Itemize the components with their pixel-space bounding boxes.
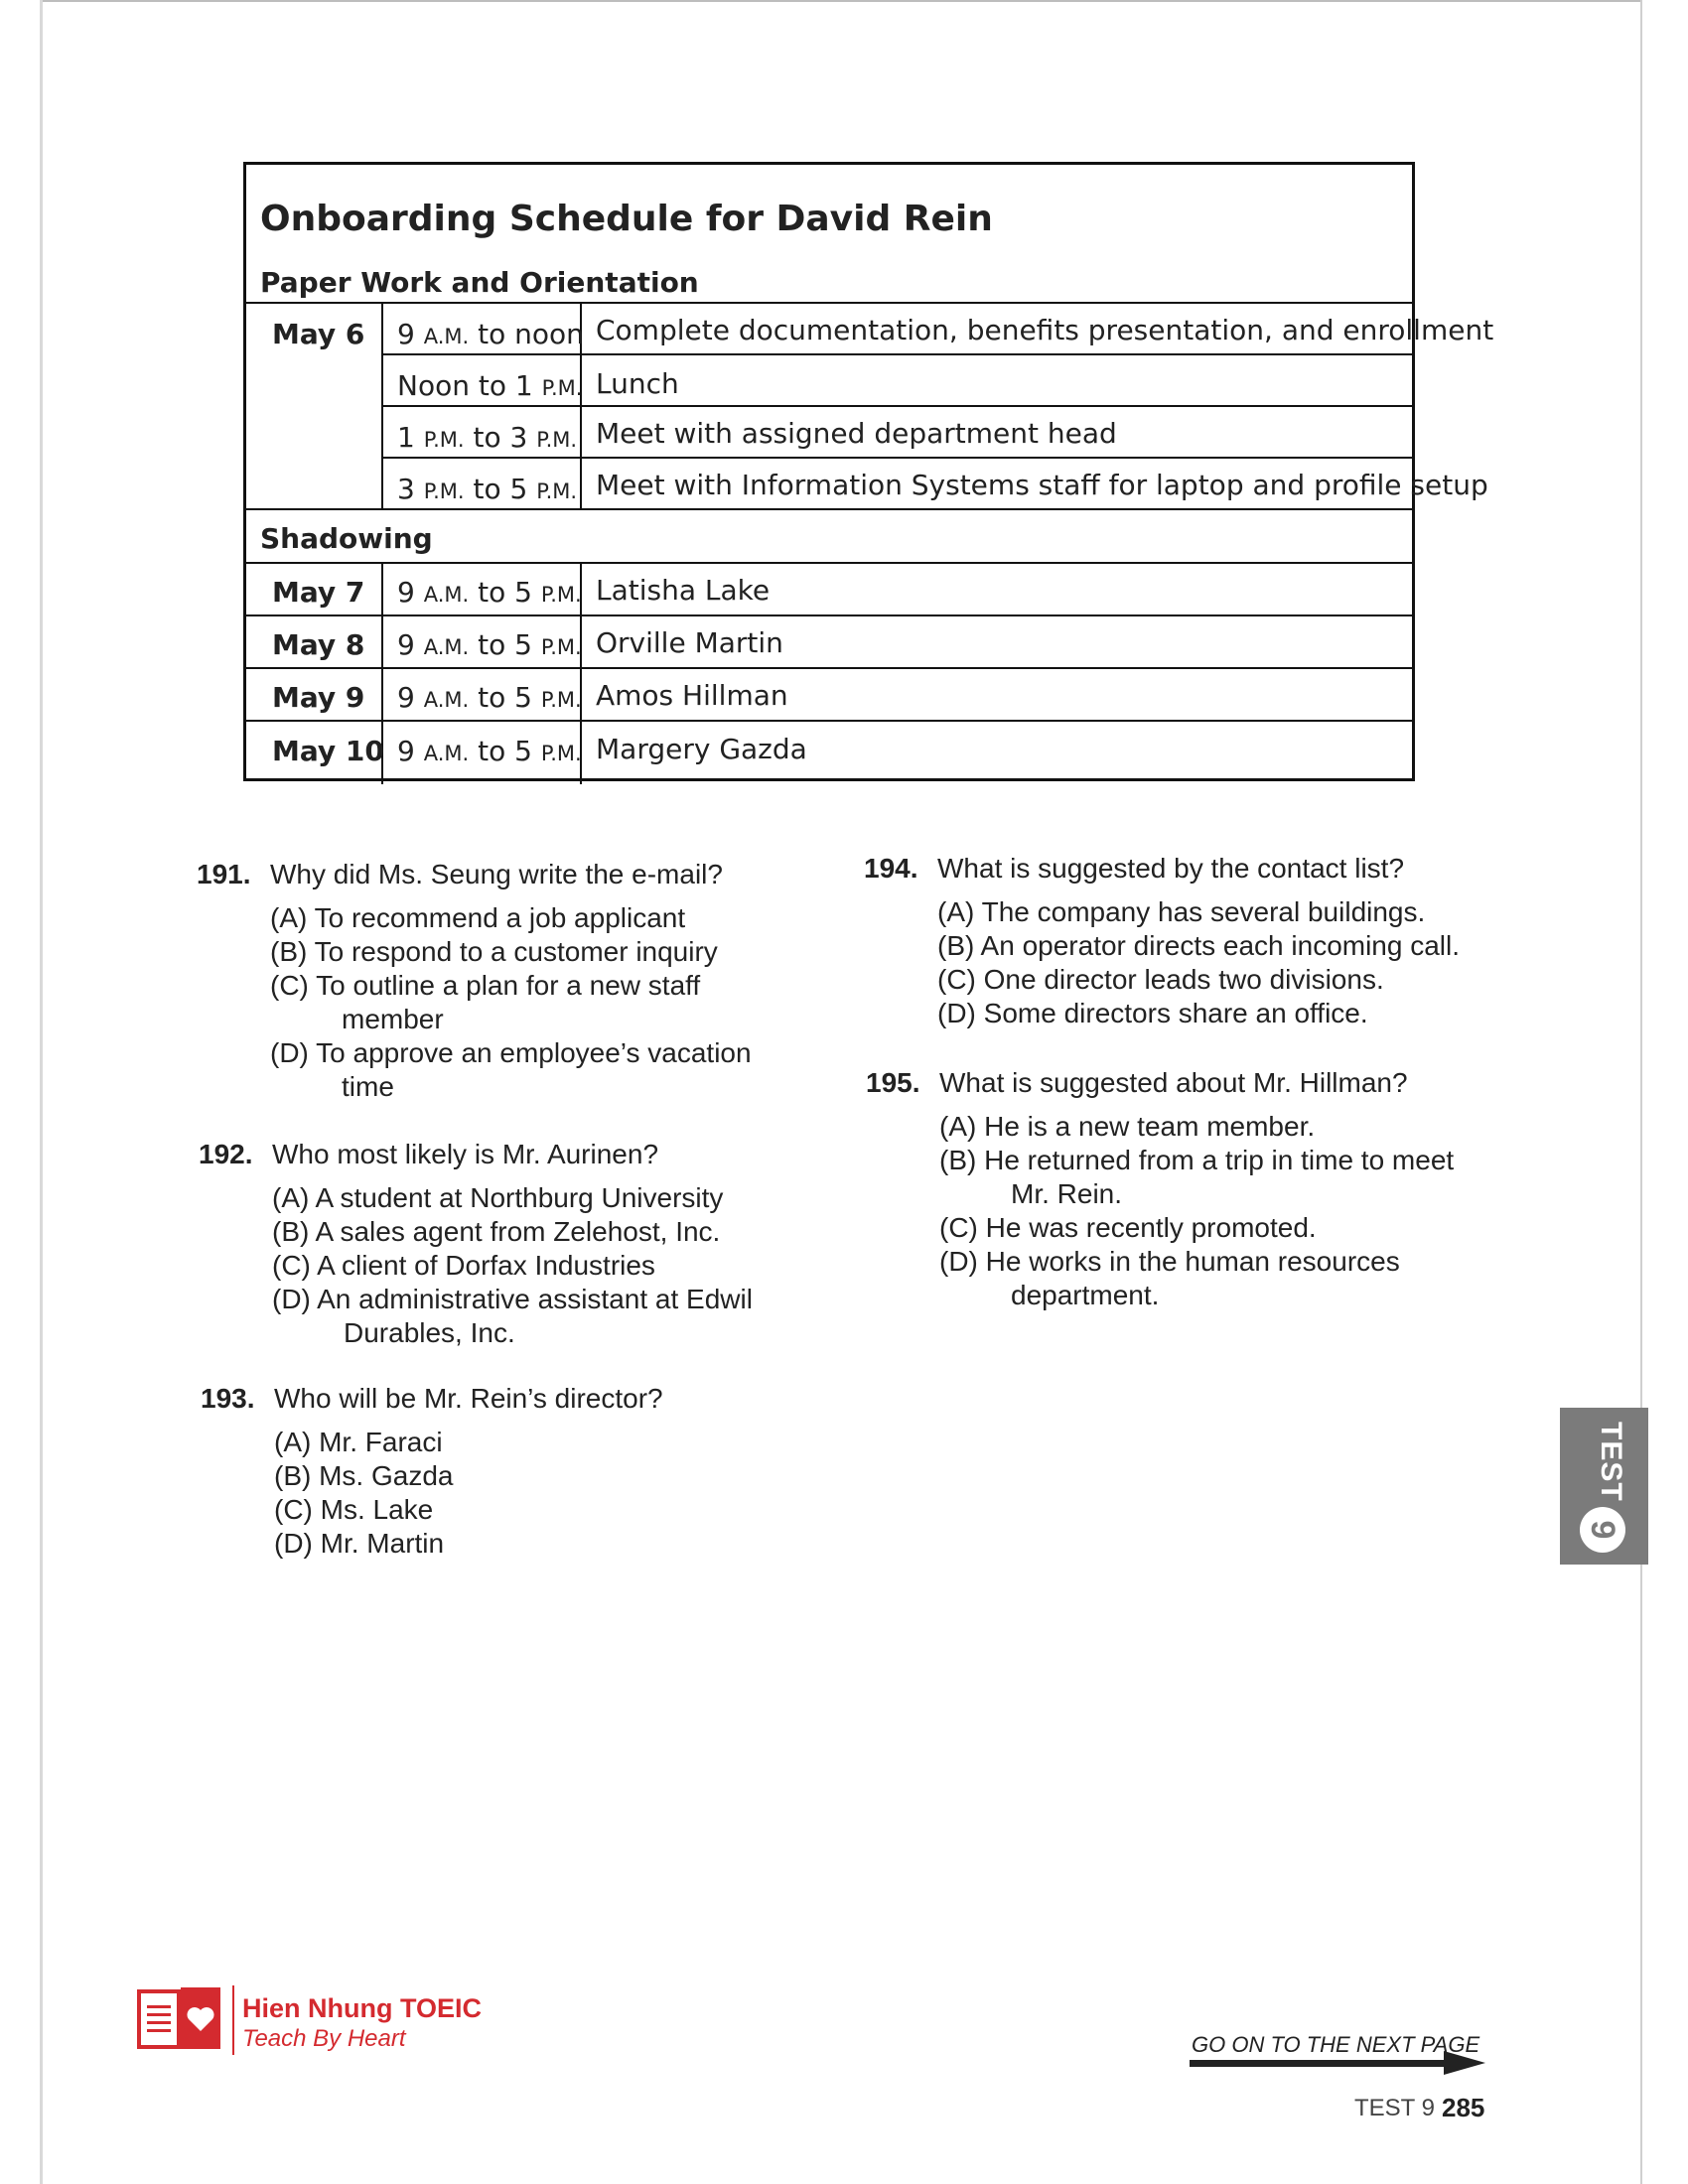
option-b[interactable]: (B) To respond to a customer inquiry [270,936,718,967]
option-a[interactable]: (A) Mr. Faraci [274,1427,443,1457]
option-a[interactable]: (A) He is a new team member. [939,1111,1316,1142]
page-edge-top [40,0,1642,2]
page-edge-left [40,0,43,2184]
option-a[interactable]: (A) The company has several buildings. [937,896,1426,927]
option-d-continued: department. [1011,1280,1160,1310]
question-stem: Why did Ms. Seung write the e-mail? [270,859,723,889]
option-d[interactable]: (D) To approve an employee’s vacation [270,1037,752,1068]
option-c[interactable]: (C) Ms. Lake [274,1494,434,1525]
onboarding-schedule-table [243,162,1494,781]
logo-divider [232,1985,234,2055]
question-stem: What is suggested about Mr. Hillman? [939,1067,1408,1098]
time-cell: 3 P.M. to 5 P.M. [397,473,578,505]
time-cell: 9 A.M. to 5 P.M. [397,735,582,767]
option-d[interactable]: (D) He works in the human resources [939,1246,1400,1277]
question-number: 192. [199,1139,253,1169]
brand-name: Hien Nhung TOEIC [242,1993,482,2023]
section-paper-work: Paper Work and Orientation [260,266,699,299]
option-d-continued: time [342,1071,394,1102]
person-cell: Margery Gazda [596,733,807,765]
option-d[interactable]: (D) An administrative assistant at Edwil [272,1284,753,1314]
date-cell: May 10 [272,735,384,767]
question-stem: Who will be Mr. Rein’s director? [274,1383,663,1414]
option-a[interactable]: (A) A student at Northburg University [272,1182,724,1213]
person-cell: Amos Hillman [596,679,788,712]
date-cell: May 9 [272,681,365,714]
question-number: 193. [201,1383,255,1414]
page-number: 285 [1442,2093,1485,2122]
brand-tagline: Teach By Heart [242,2025,406,2052]
person-cell: Orville Martin [596,626,783,659]
activity-cell: Meet with Information Systems staff for laptop and profile setup [596,469,1488,501]
option-b[interactable]: (B) He returned from a trip in time to meet [939,1145,1455,1175]
section-shadowing: Shadowing [260,522,433,555]
activity-cell: Lunch [596,367,679,400]
option-b[interactable]: (B) An operator directs each incoming call. [937,930,1461,961]
option-d[interactable]: (D) Some directors share an office. [937,998,1368,1028]
date-cell: May 8 [272,628,365,661]
person-cell: Latisha Lake [596,574,771,607]
option-d-continued: Durables, Inc. [344,1317,515,1348]
question-stem: Who most likely is Mr. Aurinen? [272,1139,659,1169]
time-cell: 9 A.M. to noon [397,318,584,350]
test-tab-label: TEST [1595,1422,1627,1502]
option-b[interactable]: (B) A sales agent from Zelehost, Inc. [272,1216,721,1247]
option-c[interactable]: (C) He was recently promoted. [939,1212,1317,1243]
question-stem: What is suggested by the contact list? [937,853,1405,884]
book-heart-logo-icon [137,1985,222,2055]
time-cell: 9 A.M. to 5 P.M. [397,681,582,714]
option-b-continued: Mr. Rein. [1011,1178,1123,1209]
activity-cell: Complete documentation, benefits presentation, and enrollment [596,314,1494,346]
option-b[interactable]: (B) Ms. Gazda [274,1460,454,1491]
date-may-6: May 6 [272,318,365,350]
time-cell: Noon to 1 P.M. [397,369,583,402]
option-a[interactable]: (A) To recommend a job applicant [270,902,686,933]
date-cell: May 7 [272,576,365,609]
time-cell: 9 A.M. to 5 P.M. [397,576,582,609]
option-d[interactable]: (D) Mr. Martin [274,1528,445,1559]
test-tab-number: 9 [1580,1507,1625,1553]
activity-cell: Meet with assigned department head [596,417,1117,450]
arrow-right-icon [1190,2051,1487,2075]
option-c[interactable]: (C) One director leads two divisions. [937,964,1384,995]
schedule-title: Onboarding Schedule for David Rein [260,199,993,239]
option-c-continued: member [342,1004,444,1034]
time-cell: 9 A.M. to 5 P.M. [397,628,582,661]
test-side-tab [1560,1408,1648,1565]
question-number: 195. [866,1067,920,1098]
page-edge-right [1640,0,1642,2184]
question-number: 191. [197,859,251,889]
option-c[interactable]: (C) To outline a plan for a new staff [270,970,701,1001]
question-number: 194. [864,853,918,884]
footer-test-label: TEST 9 [1354,2095,1435,2121]
option-c[interactable]: (C) A client of Dorfax Industries [272,1250,655,1281]
time-cell: 1 P.M. to 3 P.M. [397,421,578,454]
next-page-label: GO ON TO THE NEXT PAGE [1192,2032,1480,2057]
